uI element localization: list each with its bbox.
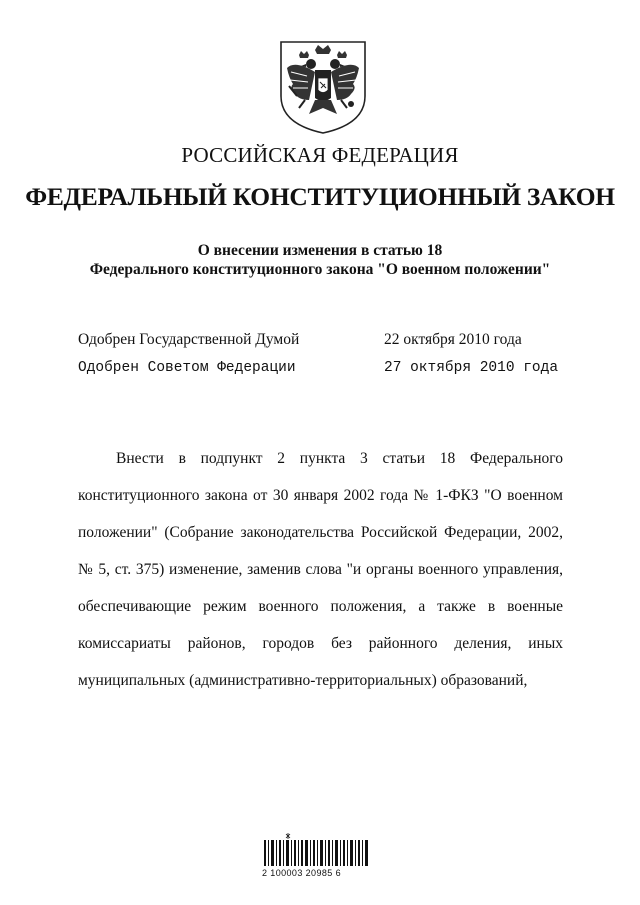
subject-line-2: Федерального конституционного закона "О военном положении": [89, 261, 551, 278]
approval-duma-date: 22 октября 2010 года: [384, 331, 522, 348]
law-body-paragraph: Внести в подпункт 2 пункта 3 статьи 18 Федерального конституционного закона от 30 января 2002 года № 1-ФКЗ "О военном положении" (Собрание законодательства Российской Федерации, 2002, № 5, ст. 375) изменение, заменив слова "и органы военного управления, обеспечивающие режим военного положения, а также в военные комиссариаты районов, городов без районного деления, иных муниципальных (административно-территориальных) образований,: [78, 450, 563, 689]
approval-federation-council-date: 27 октября 2010 года: [384, 360, 559, 376]
law-subject: [0, 241, 640, 279]
country-name: РОССИЙСКАЯ ФЕДЕРАЦИЯ: [181, 143, 459, 167]
approval-duma-label: Одобрен Государственной Думой: [78, 331, 300, 348]
coat-of-arms-icon: [275, 38, 371, 136]
approval-federation-council-label: Одобрен Советом Федерации: [78, 360, 296, 376]
law-type-title: ФЕДЕРАЛЬНЫЙ КОНСТИТУЦИОННЫЙ ЗАКОН: [25, 182, 615, 211]
subject-line-1: О внесении изменения в статью 18: [197, 242, 443, 259]
barcode-number: 2 100003 20985 6: [262, 868, 341, 878]
